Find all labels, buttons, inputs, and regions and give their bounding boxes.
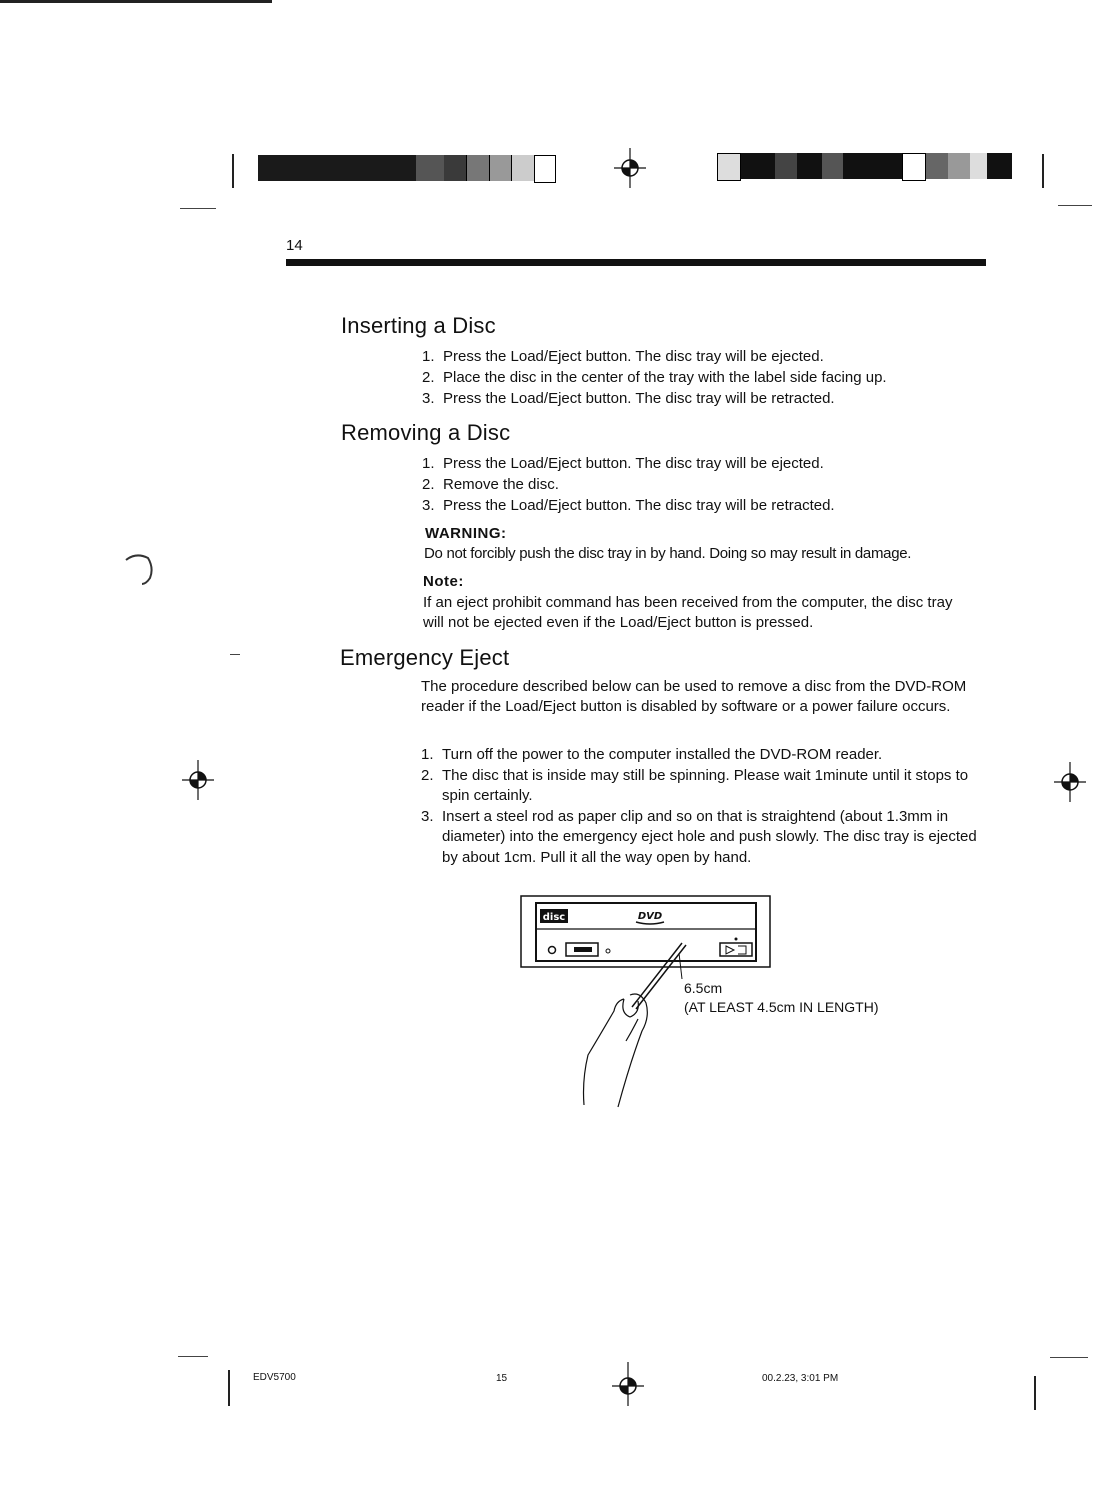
section-title-emergency: Emergency Eject xyxy=(340,645,510,670)
registration-mark-icon xyxy=(182,760,214,800)
list-item: 2. The disc that is inside may still be spinning. Please wait 1minute until it stops to spin certainly. xyxy=(421,766,969,804)
list-item: 1. Turn off the power to the computer installed the DVD-ROM reader. xyxy=(421,746,883,763)
crop-mark xyxy=(1058,205,1092,206)
top-crop-line xyxy=(0,0,272,3)
footer-model: EDV5700 xyxy=(253,1372,296,1383)
color-bar-left xyxy=(258,155,556,181)
list-item: 3. Press the Load/Eject button. The disc tray will be retracted. xyxy=(422,390,835,407)
footer-timestamp: 00.2.23, 3:01 PM xyxy=(762,1373,839,1384)
dvd-logo-text: DVD xyxy=(637,911,663,922)
section-title-removing: Removing a Disc xyxy=(341,420,511,445)
registration-mark-icon xyxy=(1054,762,1086,802)
header-rule xyxy=(286,259,986,266)
list-item: 2. Place the disc in the center of the tray with the label side facing up. xyxy=(422,369,887,386)
section-title-inserting: Inserting a Disc xyxy=(341,313,496,338)
color-bar-right xyxy=(717,153,1012,179)
rod-length-label: 6.5cm xyxy=(684,980,723,996)
crop-mark xyxy=(180,208,216,209)
note-label: Note: xyxy=(423,573,464,590)
hand-icon xyxy=(584,994,648,1107)
registration-mark-icon xyxy=(612,1362,644,1406)
list-item: 3. Insert a steel rod as paper clip and so on that is straightend (about 1.3mm in diameter) into the emergency eject hole and push slowly. The disc tray is ejected by about 1cm. Pull it all the way open by hand. xyxy=(421,807,977,866)
list-item: 1. Press the Load/Eject button. The disc tray will be ejected. xyxy=(422,455,824,472)
inserting-steps xyxy=(422,346,992,409)
list-item: 2. Remove the disc. xyxy=(422,476,559,493)
emergency-steps xyxy=(421,745,986,868)
crop-mark xyxy=(228,1370,230,1406)
registration-mark-icon xyxy=(614,148,646,188)
list-item: 1. Press the Load/Eject button. The disc tray will be ejected. xyxy=(422,348,824,365)
page-number: 14 xyxy=(286,237,303,254)
crop-mark xyxy=(178,1356,208,1357)
removing-steps xyxy=(422,453,992,516)
rod-length-note: (AT LEAST 4.5cm IN LENGTH) xyxy=(684,999,879,1015)
list-item: 3. Press the Load/Eject button. The disc tray will be retracted. xyxy=(422,497,835,514)
margin-mark-icon xyxy=(122,550,158,590)
warning-label: WARNING: xyxy=(425,525,507,542)
eject-button xyxy=(720,943,752,956)
warning-text: Do not forcibly push the disc tray in by hand. Doing so may result in damage. xyxy=(424,545,912,562)
note-text: If an eject prohibit command has been received from the computer, the disc tray will not be ejected even if the Load/Eject button is pressed. xyxy=(423,594,953,631)
crop-mark xyxy=(1034,1376,1036,1410)
emergency-intro: The procedure described below can be used to remove a disc from the DVD-ROM reader if the Load/Eject button is disabled by software or a power failure occurs. xyxy=(421,678,967,715)
crop-mark xyxy=(1050,1357,1088,1358)
footer-sheet: 15 xyxy=(496,1373,508,1384)
crop-mark xyxy=(232,154,234,188)
crop-mark xyxy=(1042,154,1044,188)
crop-mark xyxy=(230,654,240,655)
disc-logo-text: disc xyxy=(542,912,566,923)
